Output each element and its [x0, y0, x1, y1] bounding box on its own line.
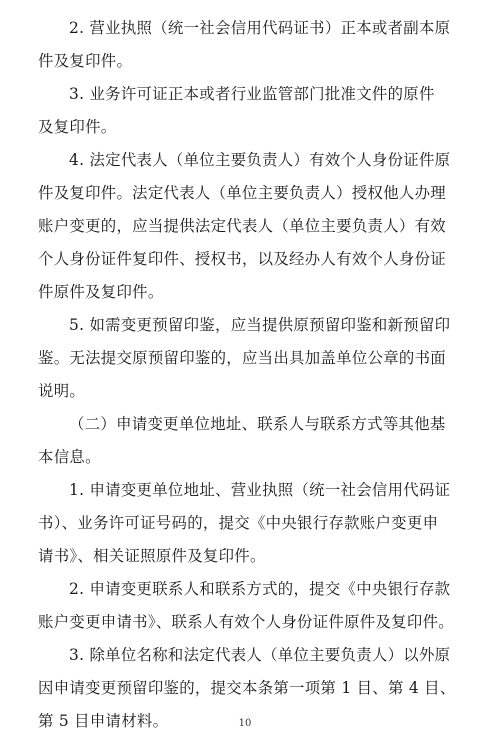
- paragraph-item-5-seal-change: [38, 309, 456, 408]
- paragraph-line: 2. 申请变更联系人和联系方式的，提交《中央银行存款: [69, 580, 451, 598]
- paragraph-line: 4. 法定代表人（单位主要负责人）有效个人身份证件原: [69, 151, 451, 169]
- section-heading-line: （二）申请变更单位地址、联系人与联系方式等其他基: [69, 415, 446, 433]
- paragraph-line: 账户变更申请书》、联系人有效个人身份证件原件及复印件。: [38, 613, 454, 631]
- paragraph-line: 个人身份证件复印件、授权书，以及经办人有效个人身份证: [38, 250, 446, 268]
- section-heading-line: 本信息。: [38, 448, 101, 466]
- paragraph-item-4-legal-representative-id: [38, 144, 456, 309]
- paragraph-line: 5. 如需变更预留印鉴，应当提供原预留印鉴和新预留印: [69, 316, 451, 334]
- paragraph-line: 请书》、相关证照原件及复印件。: [38, 547, 266, 565]
- paragraph-item-2-business-license: [38, 12, 456, 78]
- paragraph-line: 件原件及复印件。: [38, 283, 164, 301]
- paragraph-item-3-business-permit: [38, 78, 456, 144]
- paragraph-line: 及复印件。: [38, 118, 117, 136]
- paragraph-item-1-address-change: [38, 474, 456, 573]
- paragraph-line: 件及复印件。: [38, 52, 133, 70]
- paragraph-line: 2. 营业执照（统一社会信用代码证书）正本或者副本原: [69, 19, 451, 37]
- document-body: [38, 12, 456, 738]
- paragraph-line: 因申请变更预留印鉴的，提交本条第一项第 1 目、第 4 目、: [38, 679, 456, 697]
- paragraph-line: 书）、业务许可证号码的，提交《中央银行存款账户变更申: [38, 514, 439, 532]
- paragraph-item-2-contact-change: [38, 573, 456, 639]
- paragraph-line: 3. 除单位名称和法定代表人（单位主要负责人）以外原: [69, 646, 451, 664]
- paragraph-line: 件及复印件。法定代表人（单位主要负责人）授权他人办理: [38, 184, 446, 202]
- paragraph-line: 第 5 目申请材料。: [38, 712, 169, 730]
- section-heading-other-info-change: [38, 408, 456, 474]
- paragraph-line: 账户变更的，应当提供法定代表人（单位主要负责人）有效: [38, 217, 446, 235]
- paragraph-line: 说明。: [38, 382, 86, 400]
- paragraph-line: 3. 业务许可证正本或者行业监管部门批准文件的原件: [69, 85, 435, 103]
- paragraph-line: 1. 申请变更单位地址、营业执照（统一社会信用代码证: [69, 481, 451, 499]
- paragraph-line: 鉴。无法提交原预留印鉴的，应当出具加盖单位公章的书面: [38, 349, 446, 367]
- page-number: 10: [238, 718, 252, 729]
